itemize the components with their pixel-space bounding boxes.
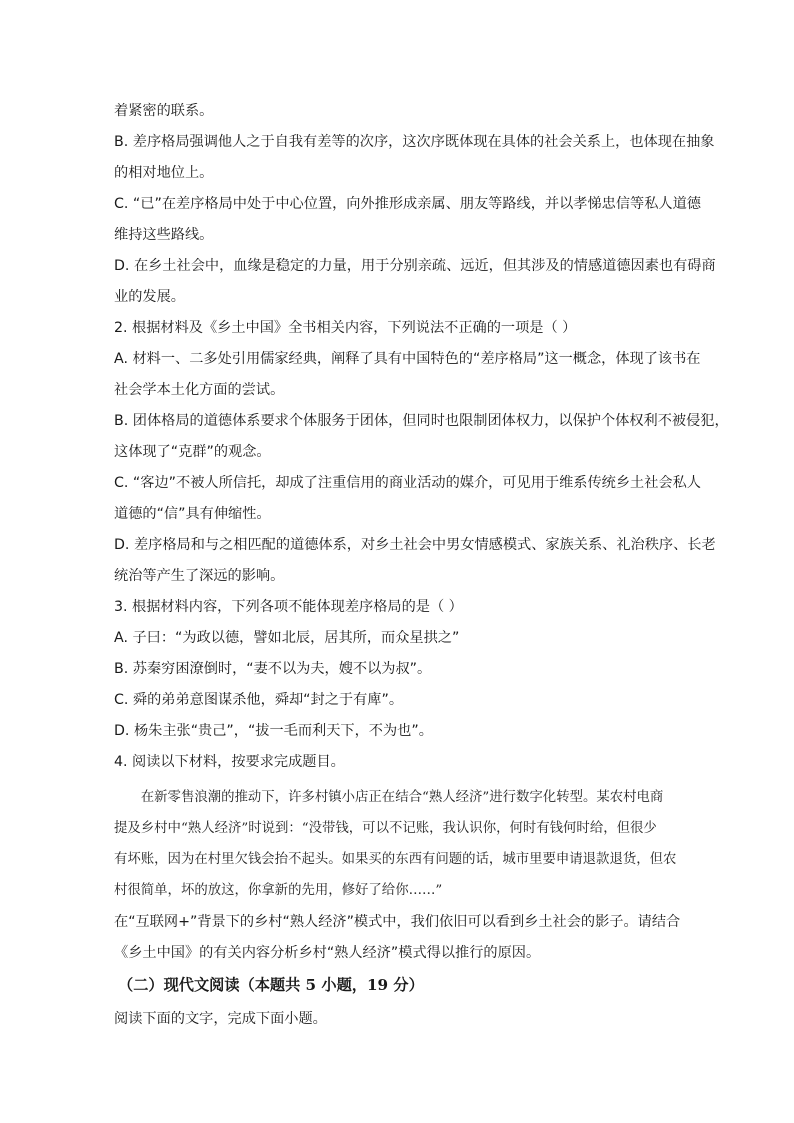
section-intro — [114, 1004, 702, 1035]
text-line: 《乡土中国》的有关内容分析乡村“熟人经济”模式得以推行的原因。 — [114, 945, 541, 961]
text-line: 4. 阅读以下材料，按要求完成题目。 — [114, 754, 345, 770]
text-line: 有坏账，因为在村里欠钱会抬不起头。如果买的东西有问题的话，城市里要申请退款退货，但农 — [114, 852, 677, 867]
text-line: A. 子曰：“为政以德，譬如北辰，居其所，而众星拱之” — [114, 630, 460, 646]
q2-option-d — [114, 530, 716, 592]
text-line: B. 苏秦穷困潦倒时，“妻不以为夫，嫂不以为叔”。 — [114, 661, 432, 677]
text-line: 统治等产生了深远的影响。 — [114, 568, 285, 584]
text-line: A. 材料一、二多处引用儒家经典，阐释了具有中国特色的“差序格局”这一概念，体现了该书在 — [114, 351, 701, 367]
text-line: 的相对地位上。 — [114, 165, 214, 181]
text-line: C. 舜的弟弟意图谋杀他，舜却“封之于有庳”。 — [114, 692, 404, 708]
text-line: 业的发展。 — [114, 289, 185, 305]
text-line: 维持这些路线。 — [114, 227, 214, 243]
text-line: 提及乡村中“熟人经济”时说到：“没带钱，可以不记账，我认识你，何时有钱何时给，但很少 — [114, 821, 657, 836]
text-line: D. 在乡土社会中，血缘是稳定的力量，用于分别亲疏、远近，但其涉及的情感道德因素也有碍商 — [114, 258, 716, 274]
continued-option-text — [114, 96, 702, 127]
text-line: B. 差序格局强调他人之于自我有差等的次序，这次序既体现在具体的社会关系上，也体现在抽象 — [114, 134, 715, 150]
text-line: C. “客边”不被人所信托，却成了注重信用的商业活动的媒介，可见用于维系传统乡土社会私人 — [114, 475, 701, 491]
q4-material-quote — [114, 782, 702, 906]
question-2-stem — [114, 313, 702, 344]
question-3-stem — [114, 592, 702, 623]
q3-option-b — [114, 654, 702, 685]
text-line: 阅读下面的文字，完成下面小题。 — [114, 1011, 327, 1027]
q4-question — [114, 907, 702, 969]
text-line: 2. 根据材料及《乡土中国》全书相关内容，下列说法不正确的一项是（ ） — [114, 320, 577, 336]
q2-option-c — [114, 468, 702, 530]
text-line: 3. 根据材料内容，下列各项不能体现差序格局的是（ ） — [114, 599, 463, 615]
text-line: 在“互联网+”背景下的乡村“熟人经济”模式中，我们依旧可以看到乡土社会的影子。请结合 — [114, 914, 681, 930]
text-line: C. “已”在差序格局中处于中心位置，向外推形成亲属、朋友等路线，并以孝悌忠信等私人道德 — [114, 196, 701, 212]
q1-option-d — [114, 251, 716, 313]
q2-option-a — [114, 344, 702, 406]
text-line: D. 差序格局和与之相匹配的道德体系，对乡土社会中男女情感模式、家族关系、礼治秩序、长老 — [114, 537, 716, 553]
text-line: 道德的“信”具有伸缩性。 — [114, 506, 271, 522]
text-line: 社会学本土化方面的尝试。 — [114, 382, 285, 398]
text-line: 在新零售浪潮的推动下，许多村镇小店正在结合“熟人经济”进行数字化转型。某农村电商 — [114, 790, 664, 805]
text-line: B. 团体格局的道德体系要求个体服务于团体，但同时也限制团体权力，以保护个体权利不被侵犯， — [114, 413, 729, 429]
q1-option-b — [114, 127, 715, 189]
text-line: 村很简单，坏的放这，你拿新的先用，修好了给你……” — [114, 883, 443, 898]
q1-option-c — [114, 189, 702, 251]
text-line: D. 杨朱主张“贵己”，“拔一毛而利天下，不为也”。 — [114, 723, 433, 739]
q3-option-d — [114, 716, 702, 747]
q2-option-b — [114, 406, 729, 468]
q3-option-a — [114, 623, 702, 654]
text-line: 这体现了“克群”的观念。 — [114, 444, 271, 460]
section-heading: （二）现代文阅读（本题共 5 小题，19 分） — [118, 976, 424, 994]
q3-option-c — [114, 685, 702, 716]
question-4-stem — [114, 747, 702, 778]
text-line: 着紧密的联系。 — [114, 103, 214, 119]
